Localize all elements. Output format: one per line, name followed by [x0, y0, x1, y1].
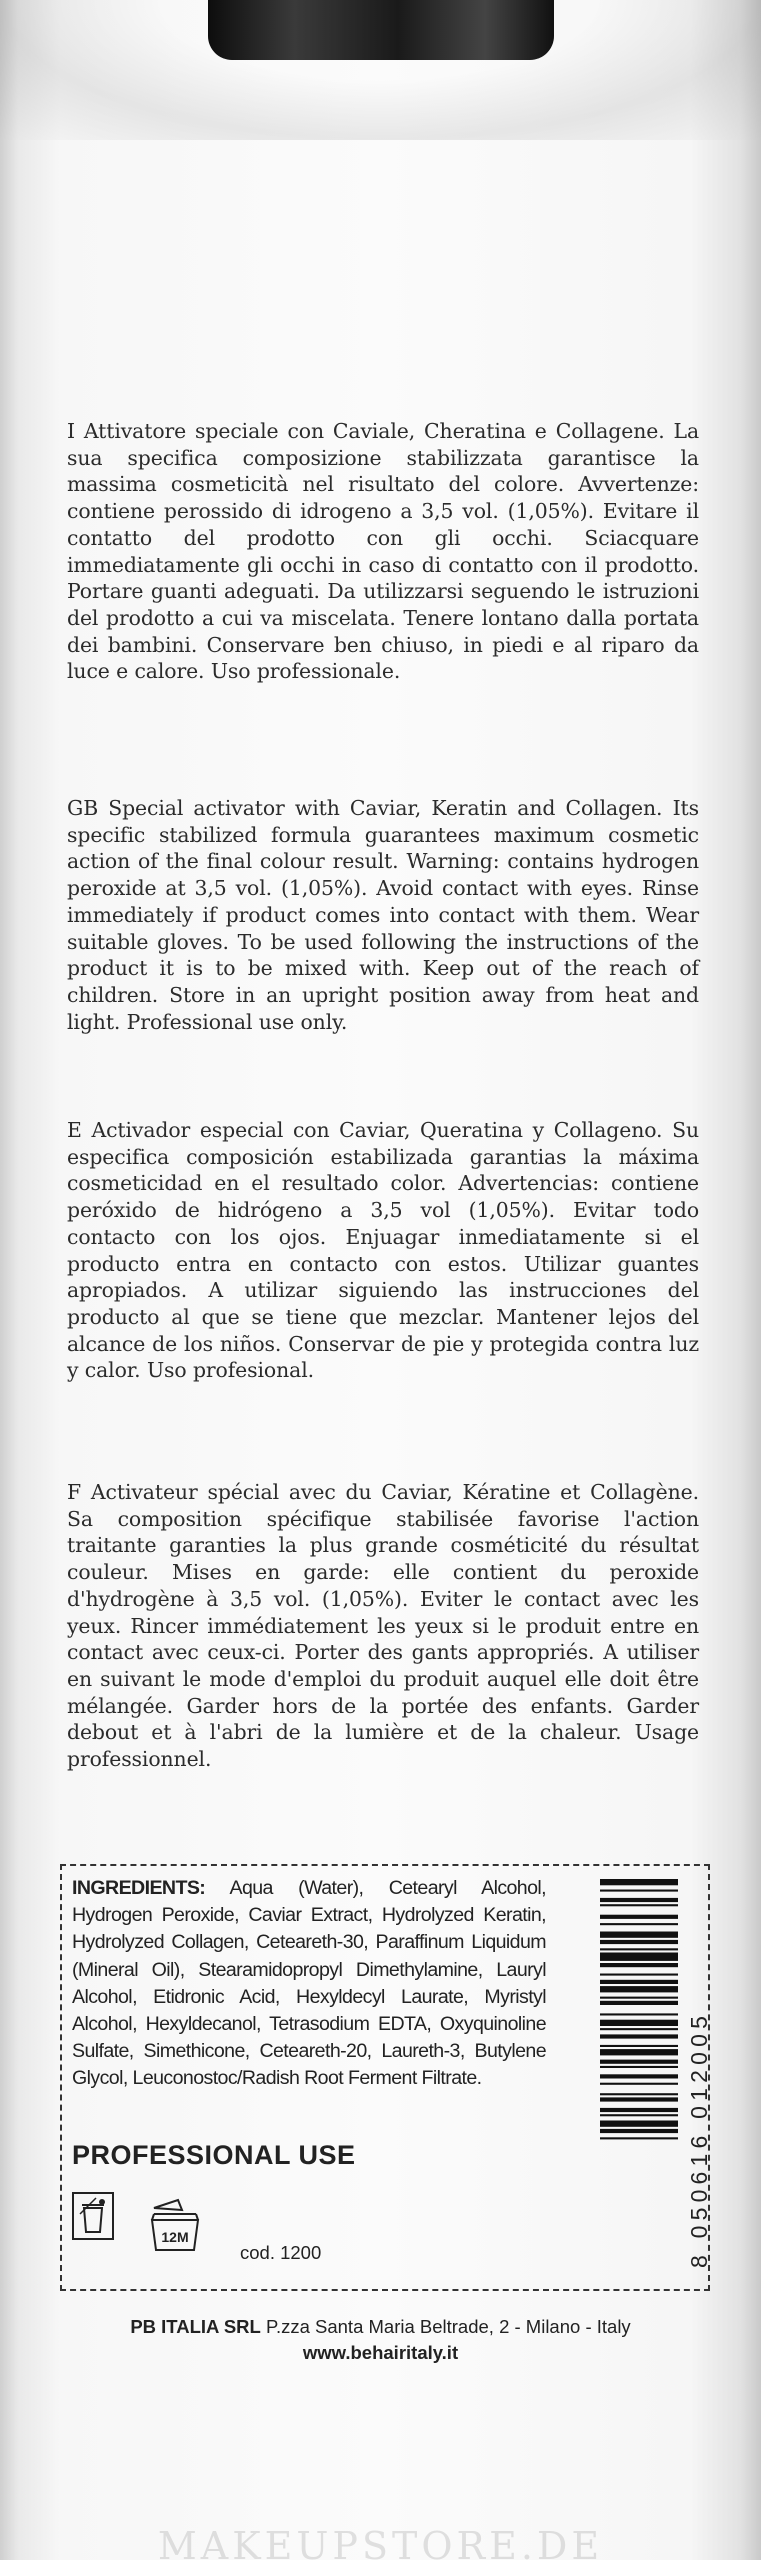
- barcode-stripe: [600, 2074, 678, 2078]
- barcode: [600, 1875, 700, 2275]
- barcode-stripe: [600, 2049, 678, 2055]
- barcode-stripe: [600, 1904, 678, 1906]
- ingredients-list: Aqua (Water), Cetearyl Alcohol, Hydrogen Peroxide, Caviar Extract, Hydrolyzed Keratin, Hydrolyzed Collagen, Ceteareth-30, Paraffinum Liquidum (Mineral Oil), Stearamidopropyl Dimethylamine, Lauryl Alcohol, Etidronic Acid, Hexyldecyl Laurate, Myristyl Alcohol, Hexyldecanol, Tetrasodium EDTA, Oxyquinoline Sulfate, Simethicone, Ceteareth-20, Laureth-3, Butylene Glycol, Leuconostoc/Radish Root Ferment Filtrate.: [72, 1877, 547, 2090]
- barcode-stripe: [600, 2045, 678, 2047]
- company-line: [0, 2316, 761, 2338]
- barcode-stripe: [600, 2083, 678, 2085]
- barcode-stripe: [600, 1932, 678, 1938]
- period-after-opening-icon: [148, 2196, 202, 2254]
- watermark: MAKEUPSTORE.DE: [157, 2524, 604, 2568]
- barcode-stripe: [600, 1879, 678, 1885]
- barcode-stripe: [600, 1940, 678, 1944]
- company-address: P.zza Santa Maria Beltrade, 2 - Milano - Italy: [265, 2316, 631, 2337]
- barcode-stripe: [600, 2034, 678, 2038]
- barcode-stripe: [600, 1898, 678, 1902]
- barcode-stripe: [600, 2013, 678, 2015]
- ingredients-text: [72, 1875, 546, 2093]
- recycle-bin-icon: [72, 2192, 114, 2240]
- ingredients-label: INGREDIENTS:: [72, 1877, 206, 1899]
- bottle-cap: [208, 0, 554, 60]
- barcode-stripe: [600, 1923, 678, 1925]
- barcode-stripe: [600, 2060, 678, 2064]
- barcode-stripe: [600, 2066, 678, 2068]
- barcode-stripe: [600, 2129, 678, 2133]
- barcode-stripe: [600, 2028, 678, 2030]
- barcode-stripe: [600, 2137, 678, 2139]
- product-code: cod. 1200: [240, 2242, 322, 2263]
- barcode-stripe: [600, 2097, 678, 2101]
- barcode-stripe: [600, 1974, 678, 1976]
- english-description: GB Special activator with Caviar, Keratin and Collagen. Its specific stabilized formula guarantees maximum cosmetic action of the final colour result. Warning: contains hydrogen peroxide at 3,5 vol. (1,05%). Avoid contact with eyes. Rinse immediately if product comes into contact with them. Wear suitable gloves. To be used following the instructions of the product it is to be mixed with. Keep out of the reach of children. Store in an upright position away from heat and light. Professional use only.: [67, 796, 699, 1034]
- website-link: www.behairitaly.it: [302, 2342, 459, 2363]
- barcode-stripe: [600, 2108, 678, 2112]
- barcode-stripe: [600, 1915, 678, 1919]
- barcode-stripe: [600, 2001, 678, 2005]
- barcode-stripe: [600, 2121, 678, 2127]
- barcode-stripe: [600, 1948, 678, 1950]
- italian-description: I Attivatore speciale con Caviale, Cheratina e Collagene. La sua specifica composizione stabilizzata garantisce la massima cosmeticità nel risultato del colore. Avvertenze: contiene perossido di idrogeno a 3,5 vol. (1,05%). Evitare il contatto del prodotto con gli occhi. Sciacquare immediatamente gli occhi in caso di contatto con il prodotto. Portare guanti adeguati. Da utilizzarsi seguendo le istruzioni del prodotto a cui va miscelata. Tenere lontano dalla portata dei bambini. Conservare ben chiuso, in piedi e al riparo da luce e calore. Uso professionale.: [67, 419, 699, 684]
- barcode-stripe: [600, 2093, 678, 2095]
- barcode-stripe: [600, 1963, 678, 1967]
- pao-label: 12M: [161, 2229, 189, 2245]
- barcode-stripe: [600, 2020, 678, 2026]
- barcode-stripe: [600, 1953, 678, 1961]
- company-name: PB ITALIA SRL: [130, 2316, 261, 2337]
- barcode-number: 8 050616 012005: [686, 2010, 712, 2268]
- barcode-stripe: [600, 1980, 678, 1984]
- barcode-stripe: [600, 2114, 678, 2116]
- barcode-stripe: [600, 1986, 678, 1992]
- spanish-description: E Activador especial con Caviar, Queratina y Collageno. Su especifica composición estabilizada garantias la máxima cosmeticidad en el resultado color. Advertencias: contiene peróxido de hidrógeno a 3,5 vol (1,05%). Evitar todo contacto con los ojos. Enjuagar inmediatamente si el producto entra en contacto con estos. Utilizar guantes apropiados. A utilizar siguiendo las instrucciones del producto al que se tiene que mezclar. Mantener lejos del alcance de los niños. Conservar de pie y protegida contra luz y calor. Uso profesional.: [67, 1118, 699, 1383]
- professional-use-label: PROFESSIONAL USE: [72, 2140, 356, 2170]
- barcode-stripe: [600, 1997, 678, 1999]
- barcode-stripe: [600, 1890, 678, 1892]
- french-description: F Activateur spécial avec du Caviar, Kératine et Collagène. Sa composition spécifique stabilisée favorise l'action traitante garanties la plus grande cosméticité du résultat couleur. Mises en garde: elle contient du peroxide d'hydrogène à 3,5 vol. (1,05%). Eviter le contact avec les yeux. Rincer immédiatement les yeux si le produit entre en contact avec ceux-ci. Porter des gants appropriés. A utiliser en suivant le mode d'emploi du produit auquel elle doit être mélangée. Garder hors de la portée des enfants. Garder debout et à l'abri de la lumière et de la chaleur. Usage professionnel.: [67, 1480, 699, 1772]
